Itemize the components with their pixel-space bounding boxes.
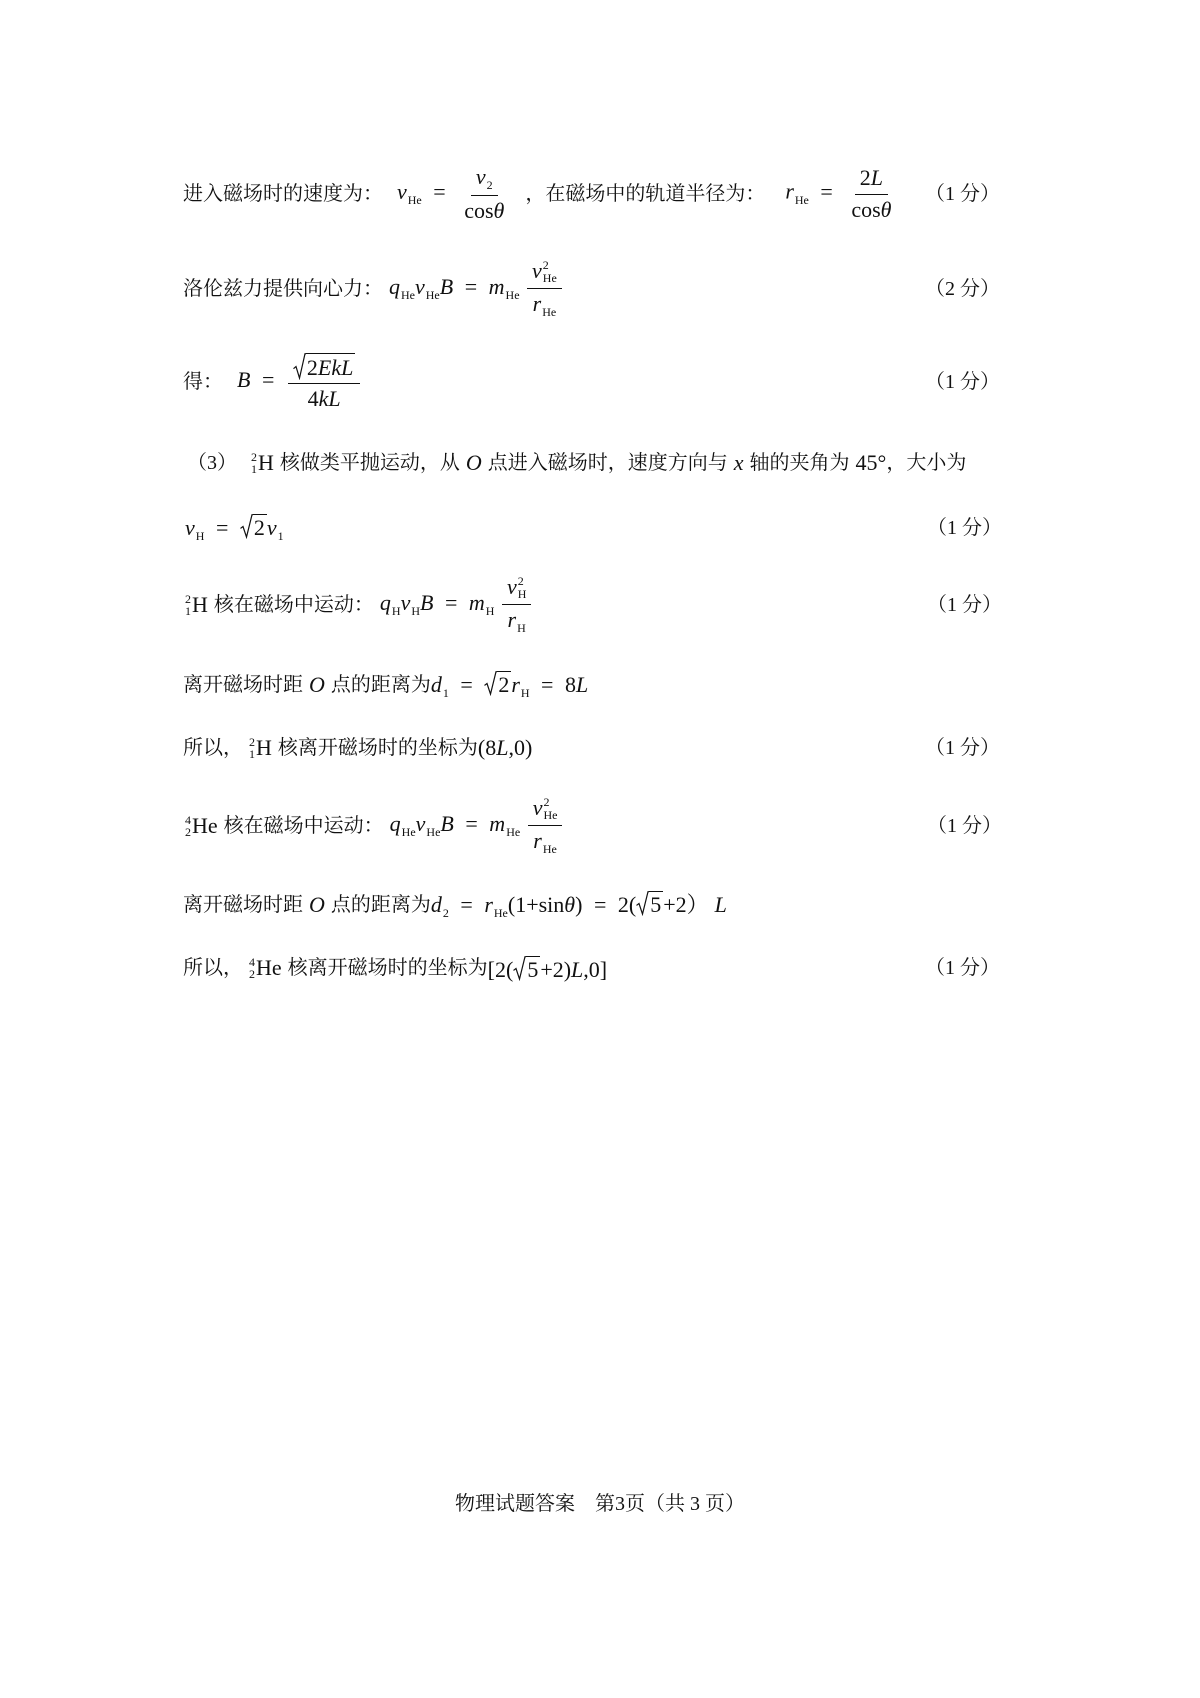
var-r: r [533, 827, 542, 853]
var-q: q [389, 274, 400, 300]
var-m: m [489, 811, 506, 837]
line-text: 所以， [183, 957, 243, 979]
nuclide-h2 [249, 736, 272, 760]
radicand [306, 353, 355, 380]
charge-number: 1 [185, 604, 191, 618]
coefficient: 2( [617, 892, 637, 917]
radicand: 5 [527, 956, 539, 982]
line-h-velocity [185, 496, 1002, 560]
vars-kl: kL [318, 386, 341, 411]
numerator [502, 575, 531, 605]
var-m: m [488, 274, 505, 300]
equals-sign: = [261, 367, 275, 393]
sup-2: 2 [543, 794, 550, 809]
var-v: v [397, 179, 407, 205]
sub-he: He [426, 825, 441, 840]
number-4: 4 [307, 386, 319, 411]
mass-number: 4 [185, 813, 191, 827]
square-root [636, 891, 663, 916]
fraction [527, 259, 562, 319]
point-o: O [309, 672, 325, 697]
line-he-exit-coordinate [183, 936, 1000, 1000]
radicand: 2 [253, 515, 265, 540]
square-root [240, 514, 267, 539]
plus-term: +2） [663, 892, 709, 917]
lorentz-formula [389, 259, 564, 319]
var-l: L [496, 735, 509, 760]
denominator [503, 605, 531, 635]
radical-sign-icon [240, 514, 253, 539]
sub-he: He [794, 193, 809, 208]
nuclide-symbol: H [258, 450, 274, 475]
line-text: 核离开磁场时的坐标为 [277, 737, 478, 759]
coord-open: (8 [477, 735, 497, 760]
line-text: 离开磁场时距 [183, 674, 303, 696]
score-label: （1 分） [927, 815, 1002, 837]
equals-sign: = [541, 672, 554, 697]
radius-formula [785, 166, 898, 221]
nuclide-h2 [185, 593, 208, 617]
sub-he: He [407, 193, 422, 208]
denominator [528, 289, 562, 319]
equals-sign: = [444, 590, 458, 616]
equals-sign: = [464, 274, 478, 300]
var-r: r [785, 179, 794, 205]
nuclide-he4 [249, 956, 282, 980]
number-2: 2 [859, 165, 871, 191]
var-theta: θ [564, 892, 576, 917]
sub-he: He [543, 807, 558, 822]
fraction [288, 353, 360, 411]
sub-1: 1 [277, 529, 284, 543]
line-text: 点进入磁场时，速度方向与 [487, 452, 728, 474]
numerator [528, 796, 563, 826]
distance-formula [431, 671, 588, 699]
sub-h: H [391, 604, 401, 619]
sup-2: 2 [542, 257, 549, 272]
velocity-formula [397, 165, 511, 223]
line-label: 洛伦兹力提供向心力： [183, 278, 383, 300]
var-l: L [714, 892, 727, 917]
equals-sign: = [820, 179, 833, 205]
equals-sign: = [433, 179, 446, 205]
b-formula [237, 353, 362, 411]
line-text: ，大小为 [886, 452, 967, 474]
line-text: 核离开磁场时的坐标为 [287, 957, 488, 979]
charge-number: 2 [249, 967, 255, 981]
numerator [288, 353, 360, 384]
var-v: v [415, 811, 426, 837]
line-label: 得： [183, 371, 223, 393]
radicand: 5 [650, 892, 662, 917]
line-he-exit-distance [183, 873, 1000, 937]
nuclide-symbol: H [192, 592, 208, 617]
charge-number: 1 [251, 462, 257, 476]
var-d: d [430, 892, 442, 917]
nuclide-symbol: He [256, 955, 282, 980]
number-2: 2 [306, 354, 318, 380]
denominator [303, 384, 346, 411]
var-r: r [532, 290, 542, 316]
var-theta: θ [493, 198, 505, 223]
line-part3-intro [187, 431, 1004, 495]
sub-he: He [542, 304, 557, 319]
fraction [846, 166, 896, 221]
nuclide-symbol: He [192, 813, 218, 838]
nuclide-h2 [251, 451, 274, 475]
sub-h: H [411, 604, 420, 619]
square-root [484, 671, 511, 696]
fraction [459, 165, 509, 223]
var-q: q [379, 590, 391, 616]
score-label: （1 分） [925, 371, 1000, 393]
score-label: （2 分） [925, 278, 1000, 300]
sub-1: 1 [442, 686, 449, 700]
line-text: 轴的夹角为 [749, 452, 850, 474]
numerator [527, 259, 562, 289]
part-number: （3） [187, 452, 237, 474]
coordinate-formula [488, 956, 607, 981]
charge-number: 2 [185, 825, 191, 839]
lorentz-formula [380, 575, 533, 635]
plus-term: +2) [540, 956, 572, 982]
var-v: v [266, 515, 277, 540]
charge-number: 1 [249, 747, 255, 761]
paren-close: ) [575, 892, 583, 917]
var-l: L [571, 956, 584, 982]
denominator [459, 196, 509, 223]
coord-open: [2( [487, 956, 514, 982]
score-label: （1 分） [925, 737, 1000, 759]
point-o: O [465, 450, 482, 475]
sup-2: 2 [517, 573, 524, 588]
nuclide-indices [185, 814, 191, 838]
sub-h: H [485, 604, 495, 619]
scripts [518, 575, 527, 601]
paren-open: (1+sin [507, 892, 565, 917]
cos-func: cos [464, 198, 494, 223]
score-label: （1 分） [927, 594, 1002, 616]
numerator [855, 166, 888, 194]
var-q: q [389, 811, 401, 837]
var-l: L [870, 165, 883, 191]
nuclide-symbol: H [256, 735, 272, 760]
axis-x: x [733, 450, 744, 475]
line-text: ，在磁场中的轨道半径为： [525, 183, 766, 205]
line-label: 核在磁场中运动： [223, 815, 384, 837]
var-b: B [440, 811, 454, 837]
line-result-b [183, 350, 1000, 414]
lorentz-formula [390, 796, 565, 856]
line-lorentz-force [183, 257, 1000, 321]
line-h-exit-distance [183, 653, 1000, 717]
line-he-in-field [185, 794, 1002, 858]
equals-sign: = [465, 811, 478, 837]
line-entry-velocity-radius [183, 162, 1000, 226]
mass-number: 2 [185, 592, 191, 606]
radicand: 2 [498, 672, 510, 697]
nuclide-indices [185, 593, 191, 617]
numerator [471, 165, 498, 196]
vars-ekl: EkL [317, 354, 354, 380]
var-r: r [484, 892, 493, 917]
page-footer: 物理试题答案 第3页（共 3 页） [455, 1493, 745, 1515]
var-theta: θ [880, 196, 892, 222]
nuclide-indices [249, 736, 255, 760]
denominator [528, 826, 562, 856]
var-v: v [400, 590, 411, 616]
var-r: r [511, 672, 520, 697]
var-v: v [532, 257, 542, 283]
var-d: d [430, 672, 442, 697]
sub-he: He [542, 270, 557, 285]
line-h-in-field [185, 573, 1002, 637]
sub-2: 2 [486, 177, 493, 192]
equals-sign: = [593, 892, 607, 917]
angle-value: 45° [855, 450, 887, 475]
fraction [528, 796, 563, 856]
mass-number: 4 [249, 955, 255, 969]
var-v: v [415, 274, 425, 300]
radical-sign-icon [636, 891, 649, 916]
denominator [846, 195, 896, 222]
number-8: 8 [564, 672, 576, 697]
cos-func: cos [851, 196, 881, 222]
radical-sign-icon [293, 353, 306, 380]
equals-sign: = [460, 892, 473, 917]
var-b: B [237, 367, 251, 393]
sub-he: He [401, 288, 415, 303]
scripts [543, 796, 557, 822]
var-v: v [506, 573, 517, 599]
equals-sign: = [215, 515, 229, 540]
mass-number: 2 [249, 735, 255, 749]
coord-close: ,0] [583, 956, 608, 982]
score-label: （1 分） [927, 517, 1002, 539]
line-text: 所以， [183, 737, 243, 759]
line-text: 核做类平抛运动，从 [279, 452, 460, 474]
radical-sign-icon [513, 956, 526, 981]
var-m: m [468, 590, 485, 616]
vh-formula [185, 514, 284, 542]
line-label: 核在磁场中运动： [213, 594, 374, 616]
mass-number: 2 [251, 450, 257, 464]
nuclide-indices [251, 451, 257, 475]
var-b: B [439, 274, 454, 300]
nuclide-he4 [185, 814, 218, 838]
sub-2: 2 [442, 906, 449, 920]
line-text: 点的距离为 [330, 894, 431, 916]
sub-he: He [506, 825, 521, 840]
var-v: v [532, 794, 543, 820]
coord-close: ,0) [508, 735, 533, 760]
var-r: r [507, 606, 517, 632]
sub-h: H [520, 686, 530, 700]
sub-h: H [517, 586, 527, 601]
fraction [502, 575, 531, 635]
var-l: L [575, 672, 589, 697]
coordinate-formula [478, 737, 532, 759]
var-b: B [420, 590, 434, 616]
score-label: （1 分） [925, 183, 1000, 205]
sub-he: He [425, 288, 440, 303]
sub-he: He [505, 288, 520, 303]
sub-he: He [493, 906, 508, 920]
nuclide-indices [249, 956, 255, 980]
sub-h: H [195, 529, 205, 543]
line-text: 离开磁场时距 [183, 894, 303, 916]
square-root [293, 353, 355, 380]
square-root [513, 956, 540, 981]
sub-he: He [542, 841, 557, 856]
score-label: （1 分） [925, 957, 1000, 979]
radical-sign-icon [484, 671, 497, 696]
line-h-exit-coordinate [183, 716, 1000, 780]
scripts [543, 259, 557, 285]
sub-h: H [517, 620, 526, 635]
sub-he: He [401, 825, 416, 840]
var-v: v [475, 163, 486, 189]
equals-sign: = [460, 672, 473, 697]
line-text: 点的距离为 [330, 674, 431, 696]
point-o: O [309, 892, 325, 917]
line-label: 进入磁场时的速度为： [183, 183, 383, 205]
distance-formula [431, 891, 727, 919]
var-v: v [185, 515, 195, 540]
